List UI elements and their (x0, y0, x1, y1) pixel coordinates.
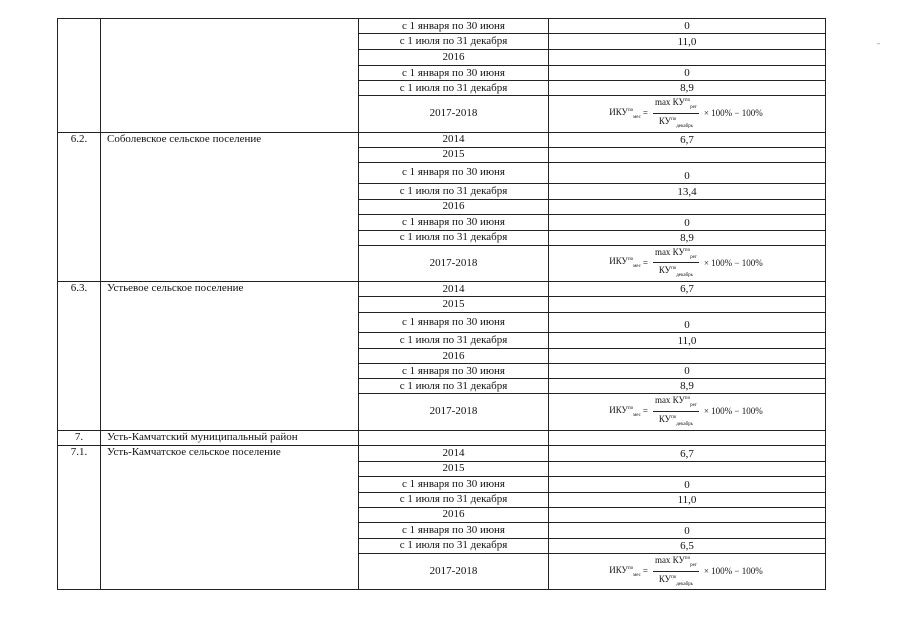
value-cell: 11,0 (549, 492, 826, 507)
period-cell: с 1 января по 30 июня (359, 522, 549, 538)
period-cell: 2014 (359, 445, 549, 461)
table-row (58, 132, 826, 147)
period-cell: с 1 июля по 31 декабря (359, 538, 549, 553)
value-cell (549, 147, 826, 162)
value-cell (549, 507, 826, 522)
formula: $ИКУ^{по}_{мес}$ = $\frac{\max КУ^{по}_{рег}}{КУ^{по}_{декабрь}}$ × 100% − 100% (609, 395, 763, 427)
value-cell: 0 (549, 364, 826, 379)
value-cell: 0 (549, 214, 826, 230)
formula-cell (549, 245, 826, 282)
value-cell: 0 (549, 522, 826, 538)
tariff-table-body (58, 19, 826, 590)
tariff-table (57, 18, 826, 590)
period-cell: 2014 (359, 132, 549, 147)
corner-mark: - (877, 38, 880, 48)
period-cell: с 1 января по 30 июня (359, 364, 549, 379)
period-cell: 2017-2018 (359, 245, 549, 282)
value-cell: 13,4 (549, 183, 826, 199)
formula-cell (549, 96, 826, 133)
period-cell: с 1 июля по 31 декабря (359, 230, 549, 245)
value-cell (549, 430, 826, 445)
period-cell: с 1 июля по 31 декабря (359, 379, 549, 394)
table-row (58, 19, 826, 34)
row-number-cell: 7.1. (58, 445, 101, 590)
value-cell (549, 461, 826, 476)
value-cell (549, 50, 826, 66)
settlement-name-cell: Устьевое сельское поселение (101, 282, 359, 431)
value-cell: 6,5 (549, 538, 826, 553)
period-cell: 2017-2018 (359, 394, 549, 431)
value-cell: 0 (549, 66, 826, 81)
period-cell: с 1 июля по 31 декабря (359, 34, 549, 50)
row-number-cell: 7. (58, 430, 101, 445)
settlement-name-cell: Соболевское сельское поселение (101, 132, 359, 282)
value-cell: 8,9 (549, 379, 826, 394)
row-number-cell (58, 19, 101, 133)
table-row (58, 430, 826, 445)
value-cell: 0 (549, 476, 826, 492)
value-cell: 6,7 (549, 132, 826, 147)
period-cell: 2015 (359, 461, 549, 476)
period-cell: 2016 (359, 349, 549, 364)
formula-cell (549, 394, 826, 431)
period-cell: с 1 января по 30 июня (359, 476, 549, 492)
value-cell: 6,7 (549, 445, 826, 461)
period-cell: с 1 июля по 31 декабря (359, 81, 549, 96)
period-cell: с 1 января по 30 июня (359, 214, 549, 230)
formula: $ИКУ^{по}_{мес}$ = $\frac{\max КУ^{по}_{рег}}{КУ^{по}_{декабрь}}$ × 100% − 100% (609, 554, 763, 587)
value-cell: 11,0 (549, 333, 826, 349)
district-name-cell: Усть-Камчатский муниципальный район (101, 430, 359, 445)
period-cell: 2015 (359, 147, 549, 162)
value-cell (549, 199, 826, 214)
period-cell: 2016 (359, 50, 549, 66)
period-cell: с 1 июля по 31 декабря (359, 183, 549, 199)
value-cell: 8,9 (549, 81, 826, 96)
value-cell: 8,9 (549, 230, 826, 245)
row-number-cell: 6.3. (58, 282, 101, 431)
period-cell: 2015 (359, 297, 549, 313)
period-cell (359, 430, 549, 445)
value-cell: 11,0 (549, 34, 826, 50)
value-cell: 0 (549, 313, 826, 333)
settlement-name-cell (101, 19, 359, 133)
period-cell: с 1 января по 30 июня (359, 19, 549, 34)
value-cell (549, 349, 826, 364)
settlement-name-cell: Усть-Камчатское сельское поселение (101, 445, 359, 590)
period-cell: 2016 (359, 507, 549, 522)
period-cell: с 1 января по 30 июня (359, 66, 549, 81)
period-cell: 2014 (359, 282, 549, 297)
table-row (58, 445, 826, 461)
value-cell: 6,7 (549, 282, 826, 297)
period-cell: с 1 января по 30 июня (359, 313, 549, 333)
value-cell: 0 (549, 19, 826, 34)
period-cell: 2017-2018 (359, 553, 549, 590)
period-cell: с 1 июля по 31 декабря (359, 333, 549, 349)
formula: $ИКУ^{по}_{мес}$ = $\frac{\max КУ^{по}_{рег}}{КУ^{по}_{декабрь}}$ × 100% − 100% (609, 246, 763, 279)
row-number-cell: 6.2. (58, 132, 101, 282)
period-cell: с 1 января по 30 июня (359, 162, 549, 183)
value-cell: 0 (549, 162, 826, 183)
formula: $ИКУ^{по}_{мес}$ = $\frac{\max КУ^{по}_{рег}}{КУ^{по}_{декабрь}}$ × 100% − 100% (609, 97, 763, 129)
table-row (58, 282, 826, 297)
value-cell (549, 297, 826, 313)
period-cell: с 1 июля по 31 декабря (359, 492, 549, 507)
period-cell: 2016 (359, 199, 549, 214)
period-cell: 2017-2018 (359, 96, 549, 133)
formula-cell (549, 553, 826, 590)
